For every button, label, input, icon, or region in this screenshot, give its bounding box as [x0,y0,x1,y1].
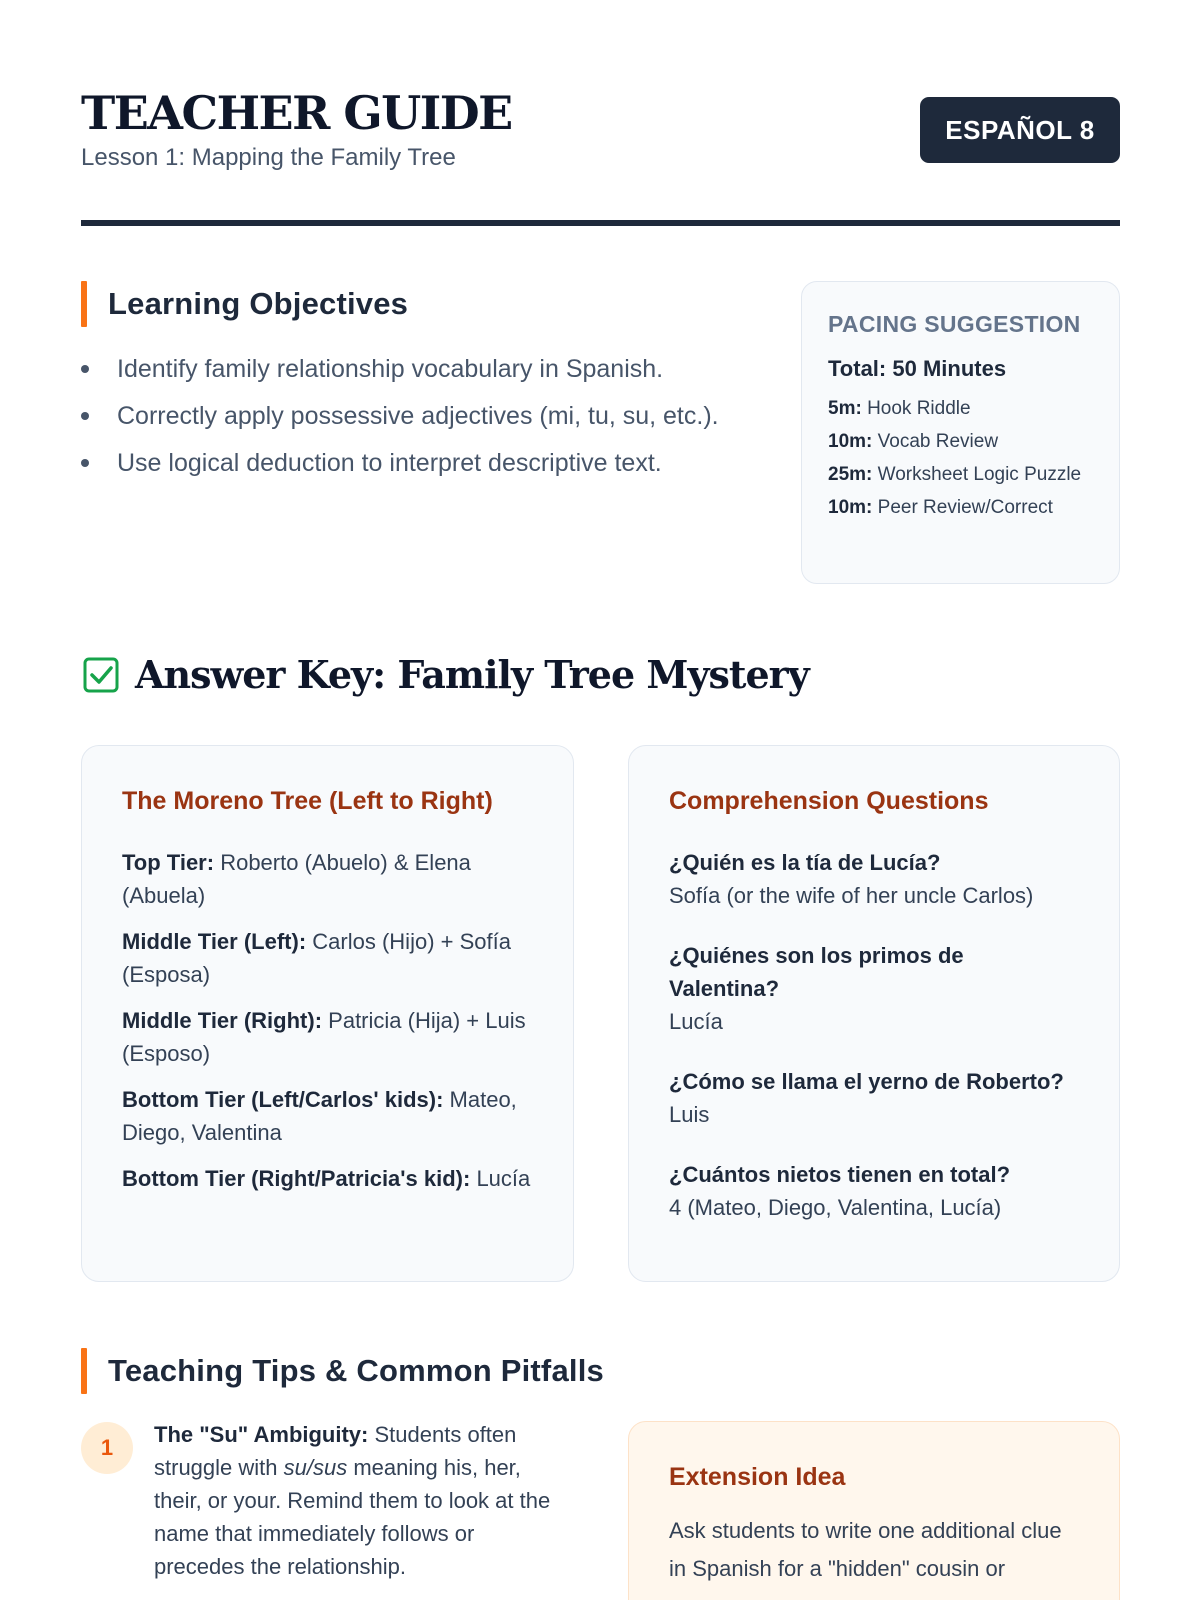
objective-text: Use logical deduction to interpret descriptive text. [117,449,662,477]
list-item [122,1162,533,1195]
pacing-time: 10m: [828,431,873,452]
list-item [828,462,1093,488]
extension-text: Ask students to write one additional clue in Spanish for a "hidden" cousin or [669,1518,1062,1581]
pacing-time: 5m: [828,398,862,419]
list-item [828,495,1093,521]
lesson-subtitle: Lesson 1: Mapping the Family Tree [81,144,456,171]
extension-card [628,1421,1120,1600]
answer-key-heading-text: Answer Key: Family Tree Mystery [135,652,809,697]
pacing-activity: Hook Riddle [867,398,971,419]
list-item [669,1065,1079,1131]
objective-text: Identify family relationship vocabulary in Spanish. [117,355,664,383]
answer-text: Luis [669,1102,710,1127]
list-item [81,402,781,430]
objectives-heading-text: Learning Objectives [108,286,409,321]
extension-title: Extension Idea [669,1463,846,1491]
answer-text: Sofía (or the wife of her uncle Carlos) [669,883,1034,908]
objective-text: Correctly apply possessive adjectives (mi, tu, su, etc.). [117,402,719,430]
list-item [122,1083,533,1149]
tip-text-before: Students often struggle with [154,1422,517,1480]
tip-title: The "Su" Ambiguity: [154,1422,369,1447]
bullet-icon [81,459,89,467]
section-accent-bar [81,281,87,327]
answer-text: 4 (Mateo, Diego, Valentina, Lucía) [669,1195,1002,1220]
tip-number-badge: 1 [81,1422,133,1474]
tip-text-after: meaning his, her, their, or your. Remind them to look at the name that immediately follows or precedes the relationship. [154,1455,551,1579]
questions-list [669,846,1079,1224]
list-item [81,449,781,477]
list-item [81,355,781,383]
list-item [122,846,533,912]
question-text: ¿Cuántos nietos tienen en total? [669,1162,1011,1187]
teacher-guide-page [81,0,1120,1600]
checkbox-checked-icon [83,657,119,693]
tips-heading [81,1348,604,1394]
pacing-time: 25m: [828,464,873,485]
pacing-time: 10m: [828,497,873,518]
list-item [122,925,533,991]
tip-item [81,1418,561,1583]
header [81,86,1120,226]
objectives-heading [81,281,408,327]
page-title: TEACHER GUIDE [81,86,512,140]
questions-card-title: Comprehension Questions [669,787,989,815]
list-item [669,1158,1079,1224]
pacing-activity: Worksheet Logic Puzzle [877,464,1082,485]
tier-label: Top Tier: [122,850,215,875]
answer-text: Lucía [669,1009,723,1034]
pacing-card [801,281,1120,584]
bullet-icon [81,365,89,373]
tree-card-title: The Moreno Tree (Left to Right) [122,787,493,815]
tier-label: Middle Tier (Right): [122,1008,323,1033]
tier-value: Carlos (Hijo) + Sofía (Esposa) [122,929,511,987]
answer-key-heading [83,652,809,697]
tier-value: Mateo, Diego, Valentina [122,1087,517,1145]
header-divider [81,220,1120,226]
objectives-list [81,355,781,496]
pacing-total: Total: 50 Minutes [828,356,1007,381]
tier-label: Middle Tier (Left): [122,929,307,954]
tips-heading-text: Teaching Tips & Common Pitfalls [108,1353,604,1388]
tier-value: Lucía [476,1166,531,1191]
tree-card [81,745,574,1282]
list-item [669,846,1079,912]
list-item [828,396,1093,422]
tip-emphasis: su/sus [283,1455,348,1480]
pacing-title: PACING SUGGESTION [828,311,1081,337]
tier-value: Patricia (Hija) + Luis (Esposo) [122,1008,526,1066]
section-accent-bar [81,1348,87,1394]
pacing-activity: Vocab Review [877,431,999,452]
pacing-list [828,396,1093,521]
tier-value: Roberto (Abuelo) & Elena (Abuela) [122,850,471,908]
tier-label: Bottom Tier (Left/Carlos' kids): [122,1087,444,1112]
question-text: ¿Quiénes son los primos de Valentina? [669,943,964,1001]
list-item [122,1004,533,1070]
pacing-activity: Peer Review/Correct [877,497,1053,518]
question-text: ¿Cómo se llama el yerno de Roberto? [669,1069,1064,1094]
tip-body [154,1418,561,1583]
question-text: ¿Quién es la tía de Lucía? [669,850,941,875]
tier-label: Bottom Tier (Right/Patricia's kid): [122,1166,471,1191]
list-item [828,429,1093,455]
tree-list [122,846,533,1195]
bullet-icon [81,412,89,420]
questions-card [628,745,1120,1282]
list-item [669,939,1079,1038]
course-badge: ESPAÑOL 8 [920,97,1120,163]
